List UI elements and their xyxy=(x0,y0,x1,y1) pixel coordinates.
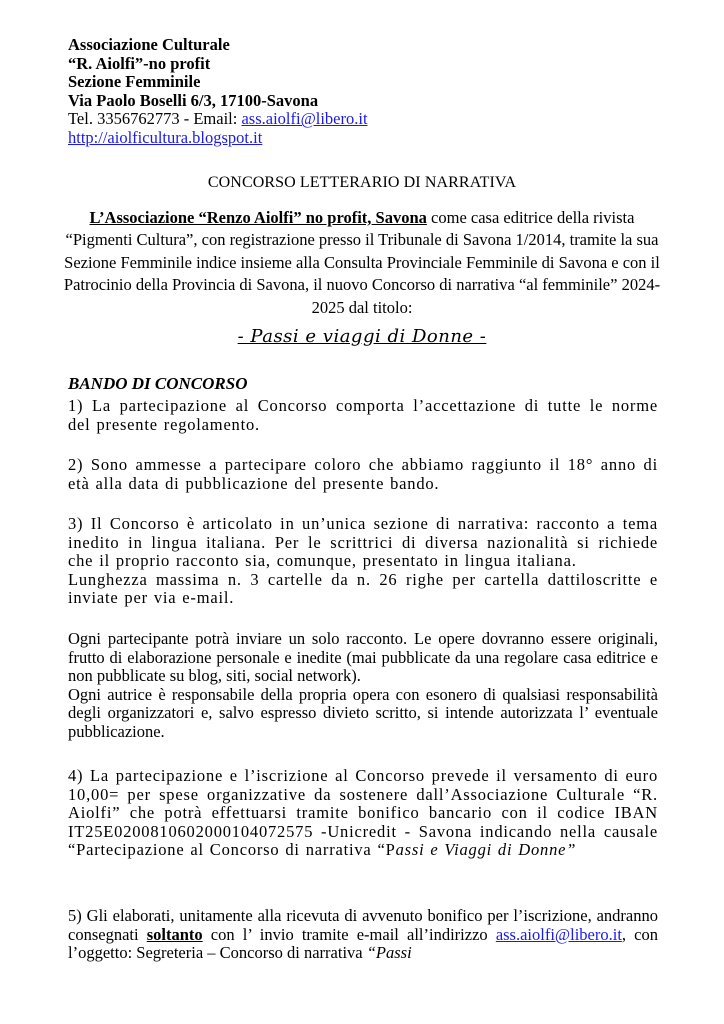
rule-5-italic: “Passi xyxy=(366,943,412,963)
rule-3-text-c: Ogni partecipante potrà inviare un solo racconto. Le opere dovranno essere originali, frutto di elaborazione personale e inedite (mai pubblicate da una regolare casa editrice e non pubblicate su blog, siti, social network). xyxy=(68,629,658,686)
contest-subtitle: - Passi e viaggi di Donne - xyxy=(237,326,487,347)
section-name: Sezione Femminile xyxy=(68,72,201,92)
intro-text: come casa editrice della rivista “Pigmenti Cultura”, con registrazione presso il Tribunale di Savona 1/2014, tramite la sua Sezione Femminile indice insieme alla Consulta Provinciale Femminile di Savona e con il Patrocinio della Provincia di Savona, il nuovo Concorso di narrativa “al femminile” 2024-2025 dal titolo: xyxy=(63,208,661,317)
organizer-name: L’Associazione “Renzo Aiolfi” no profit, Savona xyxy=(89,208,427,227)
rule-3-text-d: Ogni autrice è responsabile della propria opera con esonero di qualsiasi responsabilità degli organizzatori e, salvo espresso divieto scritto, si intende autorizzata l’ eventuale pubblicazione. xyxy=(68,684,658,741)
rule-3 xyxy=(68,515,658,608)
document-title: CONCORSO LETTERARIO DI NARRATIVA xyxy=(207,174,517,191)
rule-5-emphasis: soltanto xyxy=(146,924,203,944)
rule-5 xyxy=(68,907,658,963)
rule-5-text-b: con l’ invio tramite e-mail all’indirizzo xyxy=(202,924,496,944)
rule-4-italic: assi e Viaggi di Donne” xyxy=(395,840,577,860)
rule-2 xyxy=(68,456,658,493)
rule-2-text: 2) Sono ammesse a partecipare coloro che abbiamo raggiunto il 18° anno di età alla data di pubblicazione del presente bando. xyxy=(68,455,658,493)
letterhead xyxy=(68,36,368,148)
address: Via Paolo Boselli 6/3, 17100-Savona xyxy=(68,90,319,110)
rule-1-text: 1) La partecipazione al Concorso comporta l’accettazione di tutte le norme del presente regolamento. xyxy=(68,396,658,434)
intro-paragraph xyxy=(62,207,662,319)
rule-3-text-b: Lunghezza massima n. 3 cartelle da n. 26 righe per cartella dattiloscritte e inviate per via e-mail. xyxy=(68,569,658,608)
rule-3-text-a: 3) Il Concorso è articolato in un’unica sezione di narrativa: racconto a tema inedito in lingua italiana. Per le scrittrici di diversa nazionalità si richiede che il proprio racconto sia, comunque, presentato in lingua italiana. xyxy=(68,514,658,571)
website-link[interactable]: http://aiolficultura.blogspot.it xyxy=(68,127,263,147)
rule-4-text: 4) La partecipazione e l’iscrizione al Concorso prevede il versamento di euro 10,00= per spese organizzative da sostenere dall’Associazione Culturale “R. Aiolfi” che potrà effettuarsi tramite bonifico bancario con il codice IBAN IT25E0200810602000104072575 -Unicredit - Savona indicando nella causale “Partecipazione al Concorso di narrativa “P xyxy=(68,766,658,860)
association-name: Associazione Culturale xyxy=(68,35,230,54)
rule-4 xyxy=(68,767,658,860)
rule-3-continued xyxy=(68,630,658,742)
association-subname: “R. Aiolfi”-no profit xyxy=(68,53,211,73)
rule-5-text-c: , con l’oggetto: Segreteria – Concorso di narrativa xyxy=(68,924,659,963)
rule-5-email-link[interactable]: ass.aiolfi@libero.it xyxy=(495,924,622,944)
contact-line xyxy=(68,110,368,129)
email-link[interactable]: ass.aiolfi@libero.it xyxy=(241,109,368,129)
rule-1 xyxy=(68,397,658,434)
phone-text: Tel. 3356762773 - Email: xyxy=(68,109,242,129)
rule-5-text-a: 5) Gli elaborati, unitamente alla ricevuta di avvenuto bonifico per l’iscrizione, andranno consegnati xyxy=(68,906,658,944)
section-heading: BANDO DI CONCORSO xyxy=(68,374,248,393)
